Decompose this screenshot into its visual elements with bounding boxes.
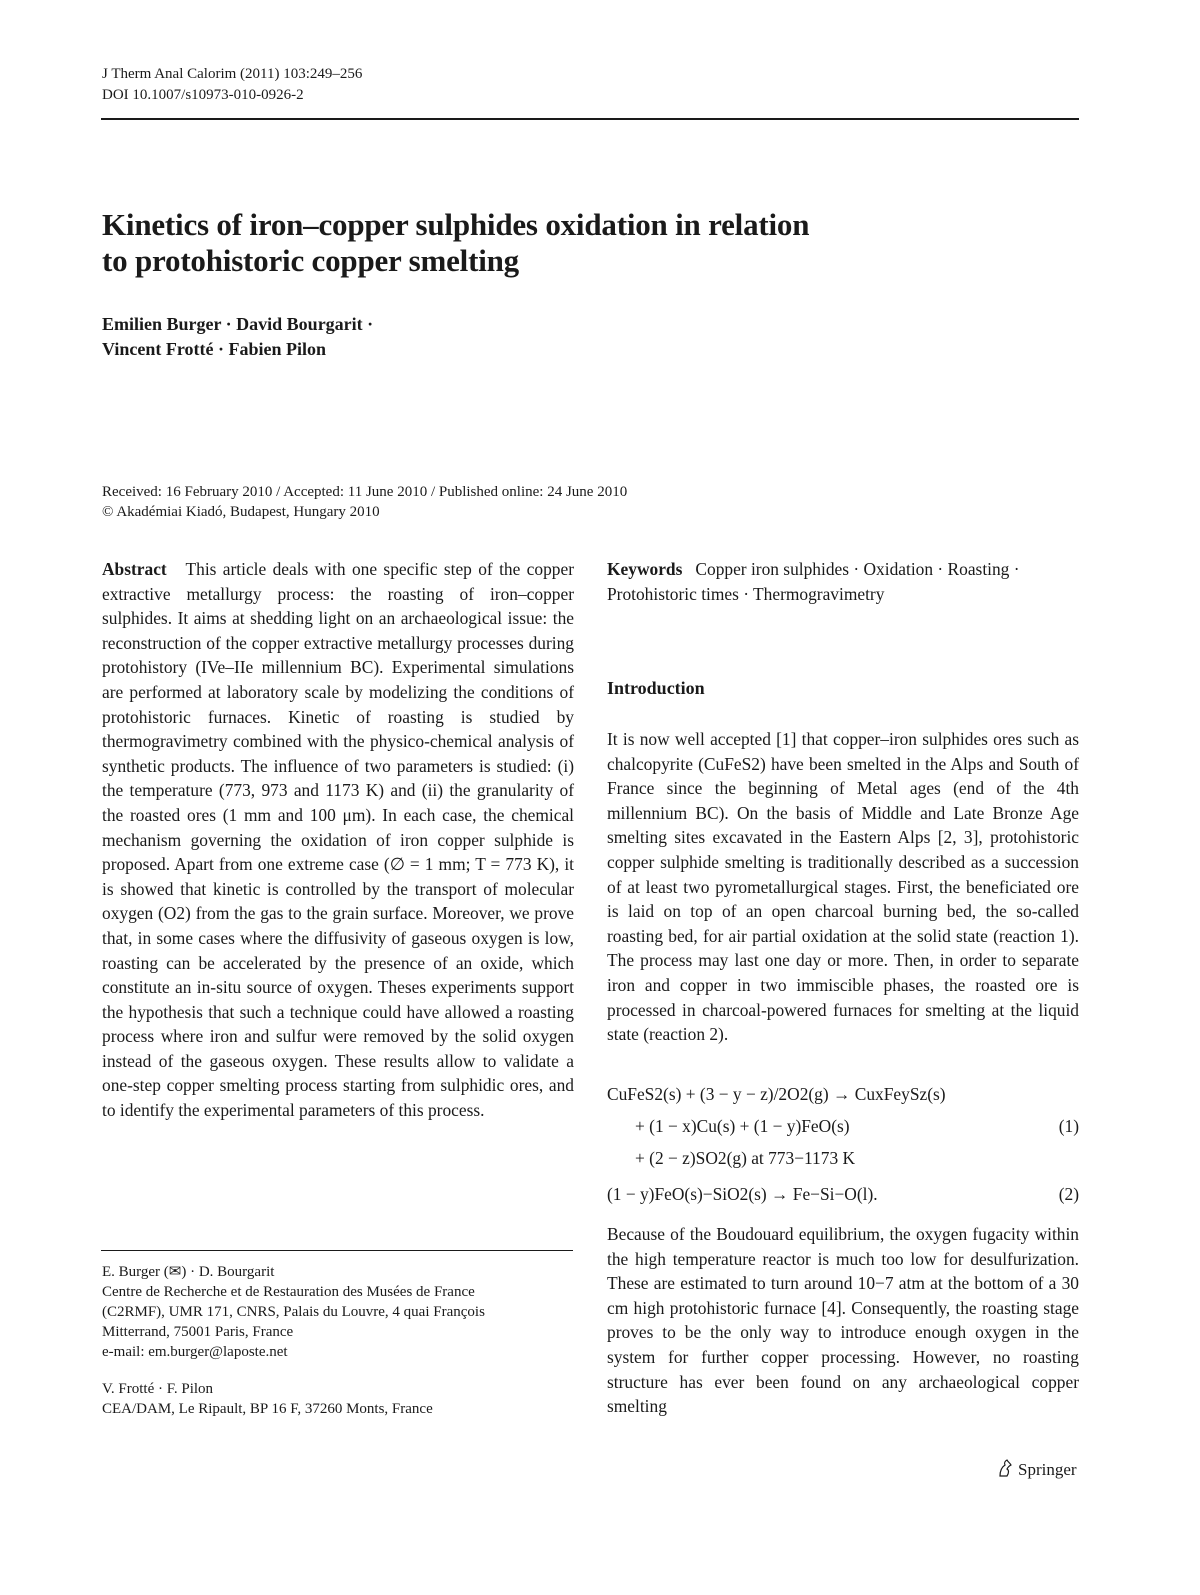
publisher-logo — [996, 1458, 1077, 1480]
journal-citation: J Therm Anal Calorim (2011) 103:249–256 — [102, 66, 363, 82]
affiliation-address: CEA/DAM, Le Ripault, BP 16 F, 37260 Monts, France — [102, 1401, 433, 1417]
keywords-label: Keywords — [607, 559, 683, 579]
footnote-rule — [101, 1250, 573, 1251]
equation-text: + (1 − x)Cu(s) + (1 − y)FeO(s) — [635, 1116, 850, 1136]
equation-text: + (2 − z)SO2(g) at 773−1173 K — [635, 1148, 856, 1168]
affiliation-names: E. Burger (✉) · D. Bourgarit — [102, 1264, 275, 1280]
introduction-paragraph-2: Because of the Boudouard equilibrium, the oxygen fugacity within the high temperature reactor is much too low for desulfurization. These are estimated to turn around 10−7 atm at the bottom of a 30 cm high protohistoric furnace [4]. Consequently, the roasting stage proves to be the only way to introduce enough oxygen in the system for further copper processing. However, no roasting structure has ever been found on any archaeological copper smelting — [607, 1224, 1079, 1417]
equation-number: (2) — [1058, 1184, 1079, 1204]
affiliation-1 — [102, 1262, 574, 1362]
publisher-name: Springer — [1018, 1460, 1077, 1479]
springer-horse-icon — [996, 1458, 1014, 1478]
affiliation-2 — [102, 1379, 574, 1419]
header-rule — [101, 118, 1079, 120]
publication-dates — [102, 482, 627, 522]
equation-1-line-1: CuFeS2(s) + (3 − y − z)/2O2(g) → CuxFeySz(s) — [607, 1084, 946, 1104]
article-title — [102, 207, 1002, 279]
affiliation-address: (C2RMF), UMR 171, CNRS, Palais du Louvre, 4 quai François — [102, 1304, 485, 1320]
affiliation-address: Mitterrand, 75001 Paris, France — [102, 1324, 294, 1340]
keywords-text: Copper iron sulphides · Oxidation · Roasting · Protohistoric times · Thermogravimetry — [607, 559, 1020, 604]
copyright-line: © Akadémiai Kiadó, Budapest, Hungary 2010 — [102, 504, 380, 520]
title-line: Kinetics of iron–copper sulphides oxidation in relation — [102, 207, 810, 242]
affiliation-address: Centre de Recherche et de Restauration des Musées de France — [102, 1284, 475, 1300]
equation-number: (1) — [1058, 1116, 1079, 1136]
author-list — [102, 312, 373, 362]
introduction-paragraph-1: It is now well accepted [1] that copper–iron sulphides ores such as chalcopyrite (CuFeS2) have been smelted in the Alps and South of France since the beginning of Metal ages (end of the 4th millennium BC). On the basis of Middle and Late Bronze Age smelting sites excavated in the Eastern Alps [2, 3], protohistoric copper sulphide smelting is traditionally described as a succession of at least two pyrometallurgical stages. First, the beneficiated ore is laid on top of an open charcoal burning bed, the so-called roasting bed, for air partial oxidation at the solid state (reaction 1). The process may last one day or more. Then, in order to separate iron and copper in two immiscible phases, the roasted ore is processed in charcoal-powered furnaces for smelting at the liquid state (reaction 2). — [607, 729, 1079, 1045]
affiliation-names: V. Frotté · F. Pilon — [102, 1381, 214, 1397]
authors-line: Vincent Frotté · Fabien Pilon — [102, 339, 326, 359]
dates-line: Received: 16 February 2010 / Accepted: 11 June 2010 / Published online: 24 June 2010 — [102, 484, 628, 500]
title-line: to protohistoric copper smelting — [102, 243, 519, 278]
equation-2 — [607, 1178, 1079, 1210]
section-heading-introduction: Introduction — [607, 678, 705, 698]
authors-line: Emilien Burger · David Bourgarit · — [102, 314, 374, 334]
abstract-text: This article deals with one specific step of the copper extractive metallurgy process: the roasting of iron–copper sulphides. It aims at shedding light on an archaeological issue: the reconstruction of the copper extractive metallurgy processes during protohistory (IVe–IIe millennium BC). Experimental simulations are performed at laboratory scale by modelizing the conditions of protohistoric furnaces. Kinetic of roasting is studied by thermogravimetry combined with the physico-chemical analysis of synthetic products. The influence of two parameters is studied: (i) the temperature (773, 973 and 1173 K) and (ii) the granularity of the roasted ores (1 mm and 100 μm). In each case, the chemical mechanism governing the oxidation of iron copper sulphide is proposed. Apart from one extreme case (∅ = 1 mm; T = 773 K), it is showed that kinetic is controlled by the transport of molecular oxygen (O2) from the gas to the grain surface. Moreover, we prove that, in some cases where the diffusivity of gaseous oxygen is low, roasting can be accelerated by the presence of an oxide, which constitute an in-situ source of oxygen. Theses experiments support the hypothesis that such a technique could have allowed a roasting process where iron and sulfur were removed by the solid oxygen instead of the gaseous oxygen. These results allow to validate a one-step copper smelting process starting from sulphidic ores, and to identify the experimental parameters of this process. — [102, 559, 575, 1121]
abstract-label: Abstract — [102, 559, 167, 579]
equation-text: (1 − y)FeO(s)−SiO2(s) → Fe−Si−O(l). — [607, 1184, 878, 1204]
journal-header — [102, 64, 362, 106]
abstract — [102, 557, 574, 1123]
author-email[interactable]: e-mail: em.burger@laposte.net — [102, 1344, 288, 1360]
equation-1-line-2 — [607, 1110, 1079, 1142]
keywords — [607, 557, 1079, 606]
doi[interactable]: DOI 10.1007/s10973-010-0926-2 — [102, 87, 304, 103]
equation-1-line-3 — [607, 1142, 1079, 1174]
